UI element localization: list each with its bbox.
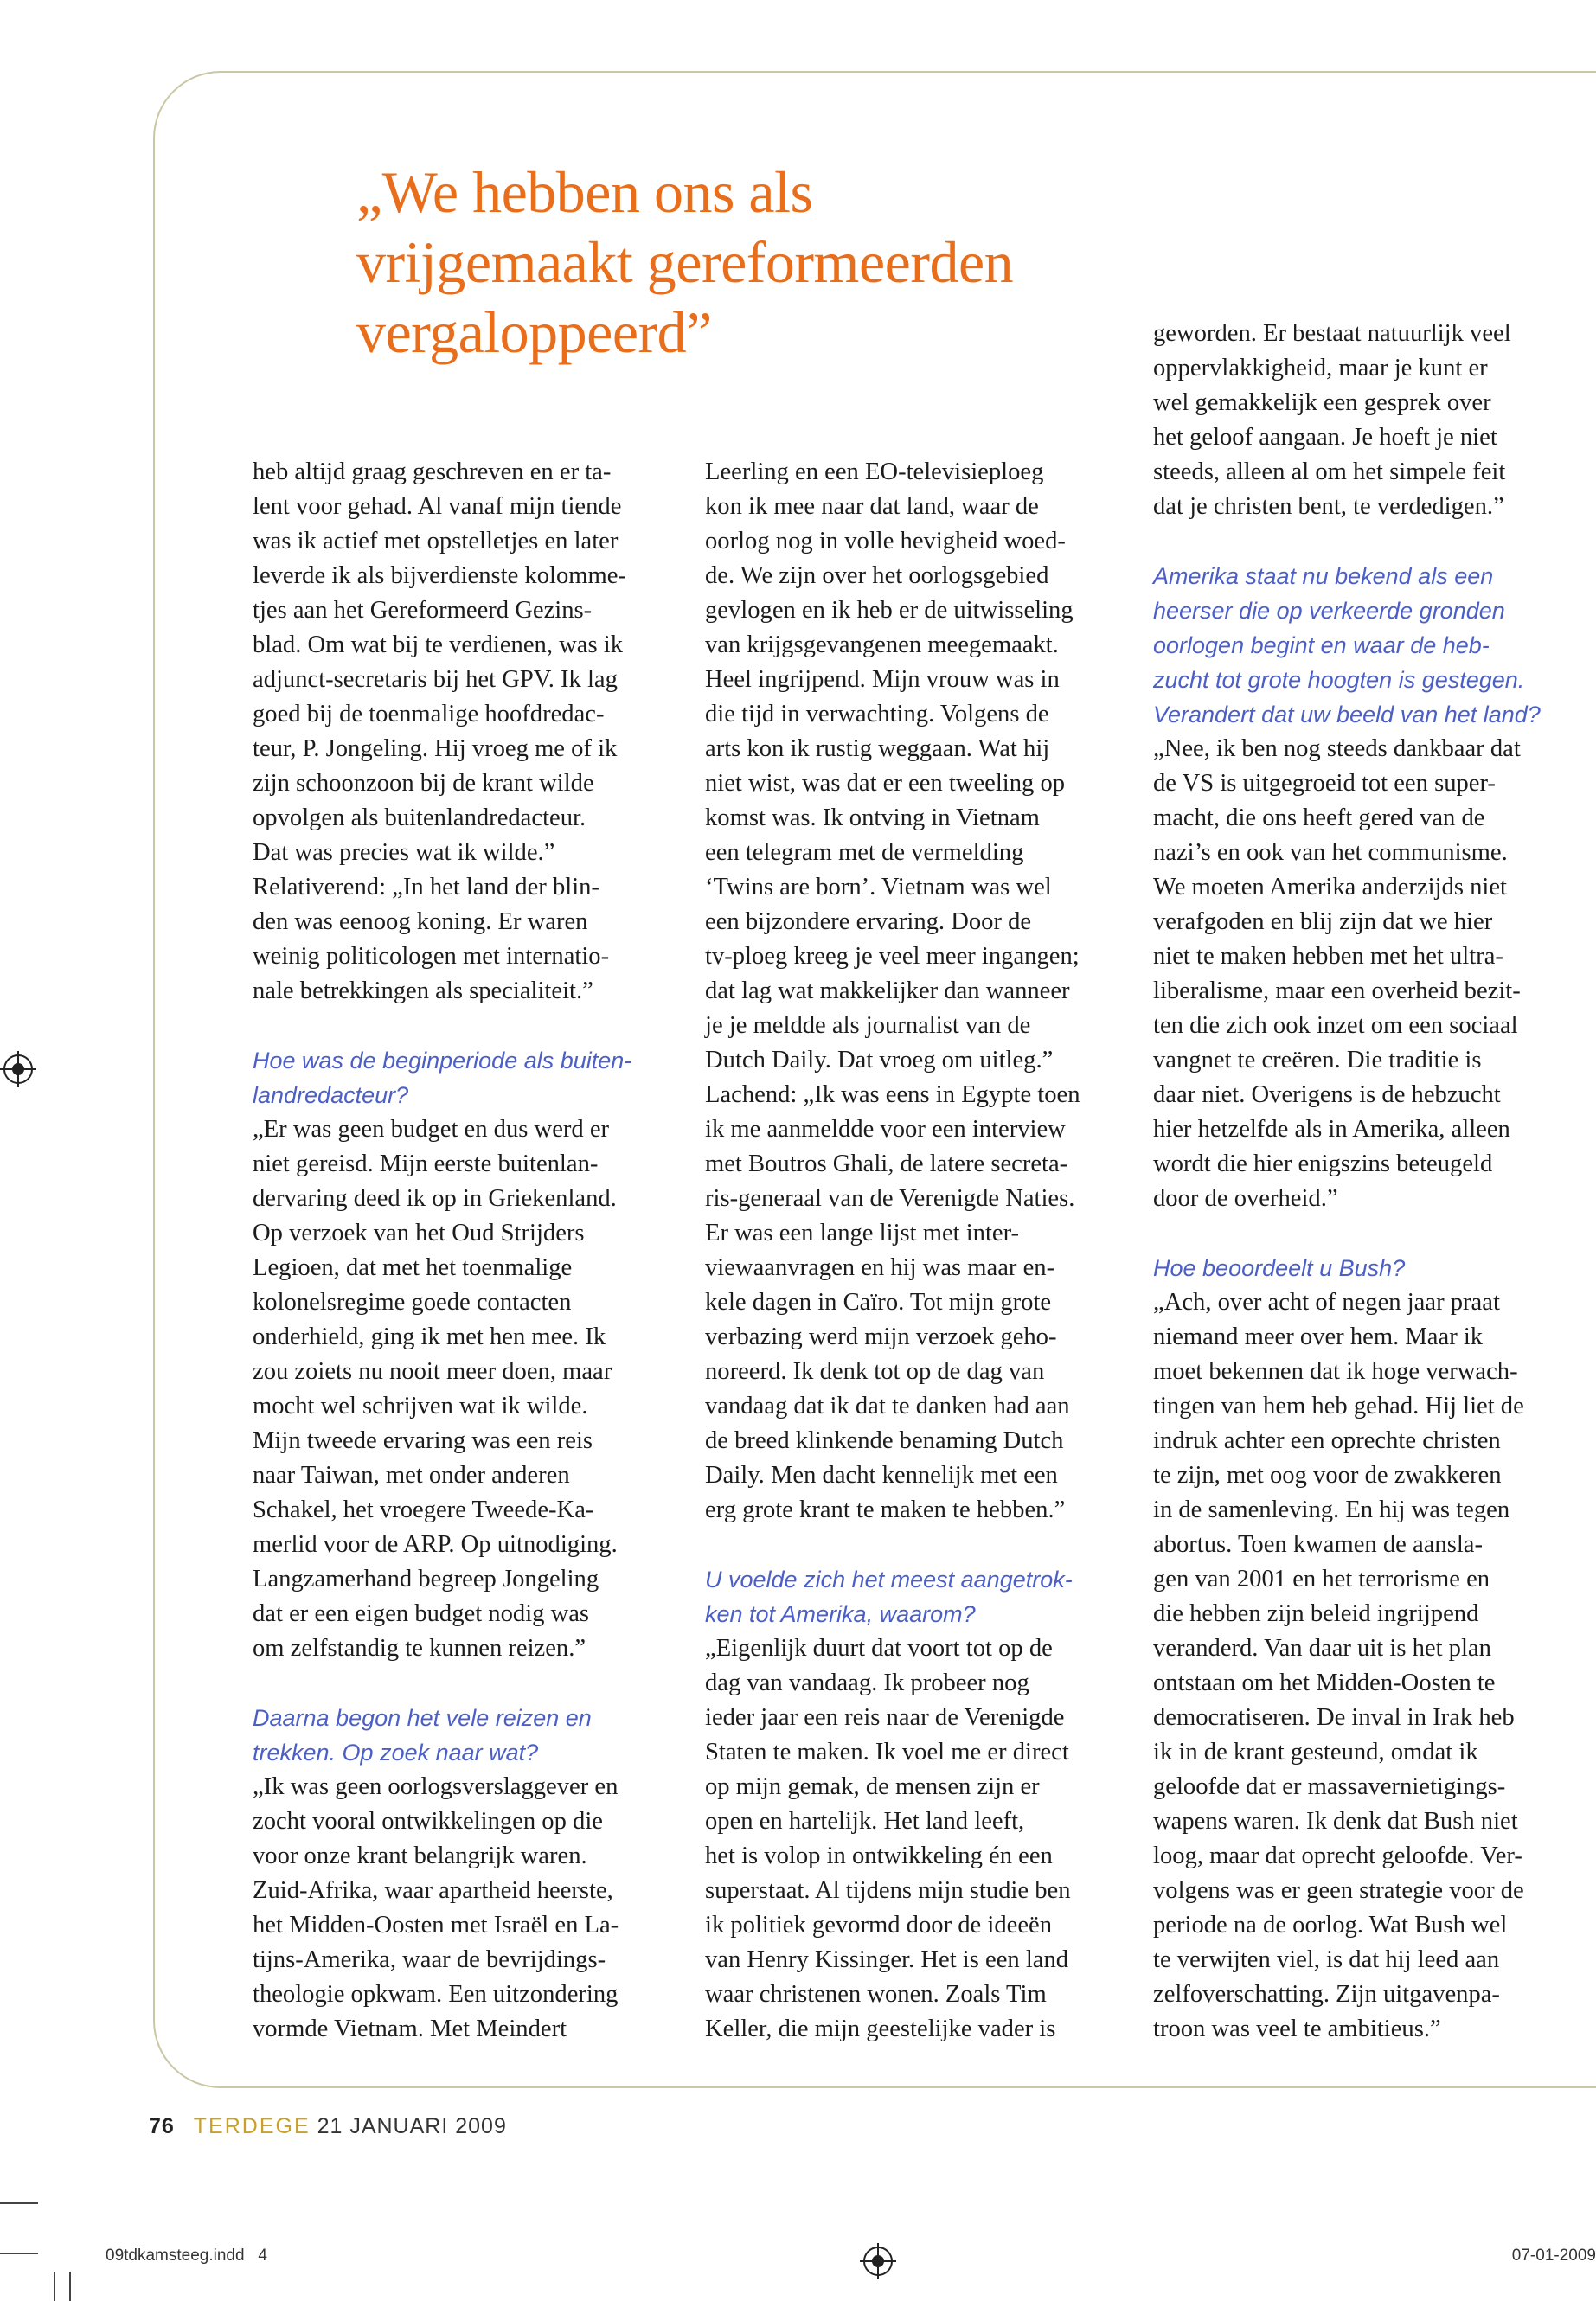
body-paragraph: „Ik was geen oorlogsverslaggever en zocht vooral ontwikkelingen op die voor onze krant belangrijk waren. Zuid-Afrika, waar apartheid heerste, het Midden-Oosten met Israël en La- tijns-Amerika, waar de bevrijdings- theologie opkwam. Een uitzondering vormde Vietnam. Met Meindert — [253, 1773, 619, 2042]
body-paragraph: heb altijd graag geschreven en er ta- lent voor gehad. Al vanaf mijn tiende was ik actief met opstelletjes en later leverde ik als bijverdienste kolomme- tjes aan het Gereformeerd Gezins- blad. Om wat bij te verdienen, was ik adjunct-secretaris bij het GPV. Ik lag goed bij de toenmalige hoofdredac- teur, P. Jongeling. Hij vroeg me of ik zijn schoonzoon bij de krant wilde opvolgen als buitenlandredacteur. Dat was precies wat ik wilde.” Relativerend: „In het land der blin- den was eenoog koning. Er waren weinig politicologen met internatio- nale betrekkingen als specialiteit.” — [253, 458, 626, 1004]
registration-mark-icon — [863, 2247, 893, 2276]
body-paragraph: „Nee, ik ben nog steeds dankbaar dat de VS is uitgegroeid tot een super- macht, die ons heeft gered van de nazi’s en ook van het communisme. We moeten Amerika anderzijds niet verafgoden en blij zijn dat we hier niet te maken hebben met het ultra- liberalisme, maar een overheid bezit- ten die zich ook inzet om een sociaal vangnet te creëren. Die traditie is daar niet. Overigens is de hebzucht hier hetzelfde als in Amerika, alleen wordt die hier enigszins beteugeld door de overheid.” — [1153, 735, 1521, 1212]
issue-date: 21 JANUARI 2009 — [317, 2114, 507, 2138]
interview-question: U voelde zich het meest aangetrok- ken tot Amerika, waarom? — [705, 1567, 1073, 1627]
crop-mark — [54, 2272, 55, 2301]
crop-mark — [0, 2202, 38, 2204]
crop-mark — [69, 2272, 71, 2301]
magazine-name: TERDEGE — [193, 2114, 311, 2138]
body-paragraph: „Er was geen budget en dus werd er niet gereisd. Mijn eerste buitenlan- dervaring deed ik op in Griekenland. Op verzoek van het Oud Strijders Legioen, dat met het toenmalige kolonelsregime goede contacten onderhield, ging ik met hen mee. Ik zou zoiets nu nooit meer doen, maar mocht wel schrijven wat ik wilde. Mijn tweede ervaring was een reis naar Taiwan, met onder anderen Schakel, het vroegere Tweede-Ka- merlid voor de ARP. Op uitnodiging. Langzamerhand begreep Jongeling dat er een eigen budget nodig was om zelfstandig te kunnen reizen.” — [253, 1116, 618, 1662]
body-paragraph: geworden. Er bestaat natuurlijk veel oppervlakkigheid, maar je kunt er wel gemakkelijk een gesprek over het geloof aangaan. Je hoeft je niet steeds, alleen al om het simpele feit dat je christen bent, te verdedigen.” — [1153, 320, 1511, 520]
interview-question: Amerika staat nu bekend als een heerser die op verkeerde gronden oorlogen begint en waar de heb- zucht tot grote hoogten is gestegen. Verandert dat uw beeld van het land? — [1153, 563, 1541, 727]
registration-mark-icon — [3, 1054, 33, 1084]
crop-mark — [0, 2253, 38, 2254]
page-number: 76 — [149, 2114, 175, 2138]
interview-question: Hoe was de beginperiode als buiten- landredacteur? — [253, 1048, 632, 1108]
slug-date: 07-01-2009 — [1511, 2247, 1596, 2265]
interview-question: Daarna begon het vele reizen en trekken. Op zoek naar wat? — [253, 1705, 592, 1766]
page-footer — [149, 2114, 507, 2139]
interview-question: Hoe beoordeelt u Bush? — [1153, 1255, 1406, 1281]
body-paragraph: „Eigenlijk duurt dat voort tot op de dag van vandaag. Ik probeer nog ieder jaar een reis naar de Verenigde Staten te maken. Ik voel me er direct op mijn gemak, de mensen zijn er open en hartelijk. Het land leeft, het is volop in ontwikkeling én een superstaat. Al tijdens mijn studie ben ik politiek gevormd door de ideeën van Henry Kissinger. Het is een land waar christenen wonen. Zoals Tim Keller, die mijn geestelijke vader is — [705, 1635, 1071, 2042]
headline: „We hebben ons als vrijgemaakt gereformeerden vergaloppeerd” — [356, 159, 1014, 365]
article-column-2 — [705, 455, 1138, 2047]
article-column-1 — [253, 455, 685, 2047]
slug-filename: 09tdkamsteeg.indd 4 — [106, 2247, 267, 2265]
article-column-3 — [1153, 317, 1586, 2047]
body-paragraph: „Ach, over acht of negen jaar praat niemand meer over hem. Maar ik moet bekennen dat ik hoge verwach- tingen van hem heb gehad. Hij liet de indruk achter een oprechte christen te zijn, met oog voor de zwakkeren in de samenleving. En hij was tegen abortus. Toen kwamen de aansla- gen van 2001 en het terrorisme en die hebben zijn beleid ingrijpend veranderd. Van daar uit is het plan ontstaan om het Midden-Oosten te democratiseren. De inval in Irak heb ik in de krant gesteund, omdat ik geloofde dat er massavernietigings- wapens waren. Ik denk dat Bush niet loog, maar dat oprecht geloofde. Ver- volgens was er geen strategie voor de periode na de oorlog. Wat Bush wel te verwijten viel, is dat hij leed aan zelfoverschatting. Zijn uitgavenpa- troon was veel te ambitieus.” — [1153, 1289, 1524, 2042]
body-paragraph: Leerling en een EO-televisieploeg kon ik mee naar dat land, waar de oorlog nog in volle hevigheid woed- de. We zijn over het oorlogsgebied gevlogen en ik heb er de uitwisseling van krijgsgevangenen meegemaakt. Heel ingrijpend. Mijn vrouw was in die tijd in verwachting. Volgens de arts kon ik rustig weggaan. Wat hij niet wist, was dat er een tweeling op komst was. Ik ontving in Vietnam een telegram met de vermelding ‘Twins are born’. Vietnam was wel een bijzondere ervaring. Door de tv-ploeg kreeg je veel meer ingangen; dat lag wat makkelijker dan wanneer je je meldde als journalist van de Dutch Daily. Dat vroeg om uitleg.” Lachend: „Ik was eens in Egypte toen ik me aanmeldde voor een interview met Boutros Ghali, de latere secreta- ris-generaal van de Verenigde Naties. Er was een lange lijst met inter- viewaanvragen en hij was maar en- kele dagen in Caïro. Tot mijn grote verbazing werd mijn verzoek geho- noreerd. Ik denk tot op de dag van vandaag dat ik dat te danken had aan de breed klinkende benaming Dutch Daily. Men dacht kennelijk met een erg grote krant te maken te hebben.” — [705, 458, 1080, 1523]
